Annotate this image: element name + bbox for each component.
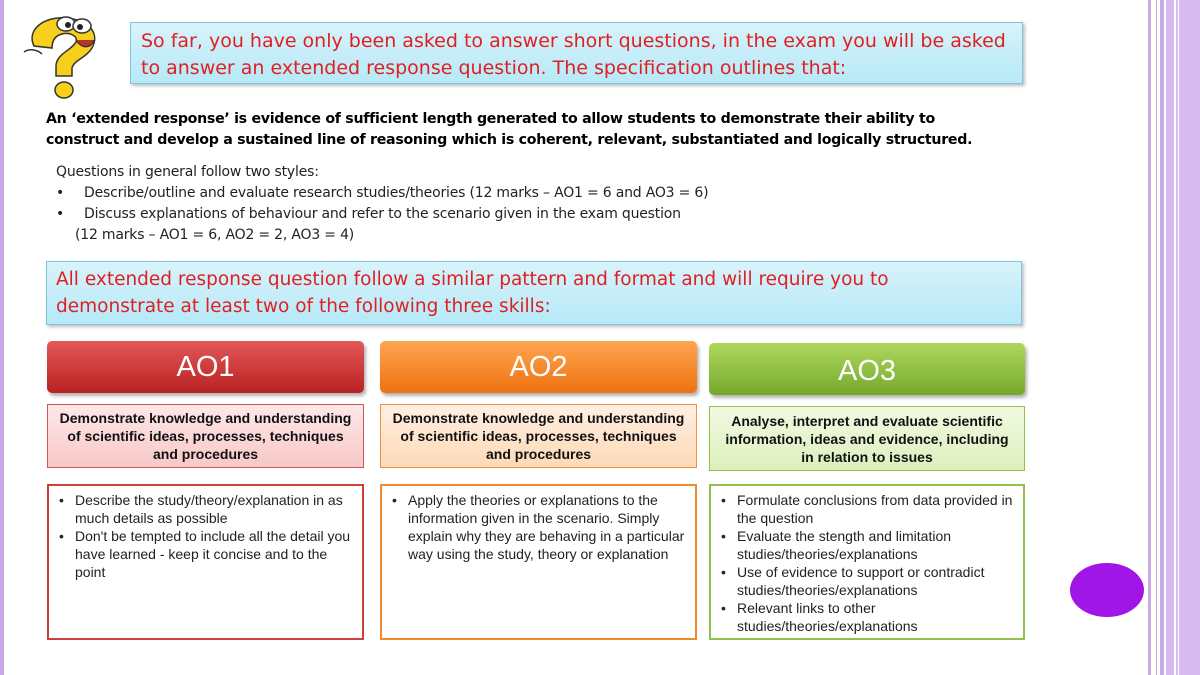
ao2-point: • Apply the theories or explanations to the information given in the scenario. Simply explain why they are behaving in a particular way using the study, theory or explanation	[392, 491, 687, 563]
right-deco-stripe	[1178, 0, 1179, 675]
pattern-text: All extended response question follow a similar pattern and format and will require you to demonstrate at least two of the following three skills:	[56, 269, 889, 317]
ao3-point: • Use of evidence to support or contradict studies/theories/explanations	[721, 563, 1015, 599]
style-item-continuation: (12 marks – AO1 = 6, AO2 = 2, AO3 = 4)	[75, 227, 355, 243]
right-deco-stripe	[1160, 0, 1164, 675]
style-item-text: Describe/outline and evaluate research studies/theories (12 marks – AO1 = 6 and AO3 = 6)	[84, 185, 709, 201]
ao3-point: • Relevant links to other studies/theories/explanations	[721, 599, 1015, 635]
question-mark-face-icon	[16, 10, 116, 100]
style-item	[56, 204, 956, 225]
question-styles	[56, 162, 956, 246]
right-deco-stripe	[1156, 0, 1157, 675]
ao1-point: • Don't be tempted to include all the detail you have learned - keep it concise and to the point	[59, 527, 354, 581]
intro-callout	[130, 22, 1023, 84]
ao3-description-text: Analyse, interpret and evaluate scientific information, ideas and evidence, including in relation to issues	[725, 412, 1009, 465]
ao3-description	[709, 406, 1025, 471]
ao1-description-text: Demonstrate knowledge and understanding of scientific ideas, processes, techniques and procedures	[59, 410, 352, 462]
styles-heading: Questions in general follow two styles:	[56, 164, 319, 180]
style-item-text: Discuss explanations of behaviour and refer to the scenario given in the exam question	[84, 206, 681, 222]
right-deco-stripe	[1148, 0, 1151, 675]
ao1-details	[47, 484, 364, 640]
left-border-stripe	[0, 0, 4, 675]
bullet: •	[56, 206, 65, 222]
ao2-description-text: Demonstrate knowledge and understanding of scientific ideas, processes, techniques and procedures	[392, 410, 685, 462]
extended-response-definition: An ‘extended response’ is evidence of sufficient length generated to allow students to demonstrate their ability to construct and develop a sustained line of reasoning which is coherent, relevant, substantiated and logically structured.	[46, 111, 973, 148]
intro-text: So far, you have only been asked to answer short questions, in the exam you will be asked to answer an extended response question. The specification outlines that:	[141, 30, 1006, 79]
ao2-details	[380, 484, 697, 640]
ao2-description	[380, 404, 697, 468]
ao2-header: AO2	[380, 341, 697, 393]
style-item	[56, 183, 956, 204]
purple-oval-shape	[1070, 563, 1144, 617]
ao1-description	[47, 404, 364, 468]
ao1-point: • Describe the study/theory/explanation in as much details as possible	[59, 491, 354, 527]
right-deco-stripe	[1166, 0, 1200, 675]
ao3-point: • Formulate conclusions from data provided in the question	[721, 491, 1015, 527]
bullet: •	[56, 185, 65, 201]
ao3-details	[709, 484, 1025, 640]
pattern-callout	[46, 261, 1022, 325]
ao1-header: AO1	[47, 341, 364, 393]
right-deco-stripe	[1174, 0, 1176, 675]
ao3-point: • Evaluate the stength and limitation studies/theories/explanations	[721, 527, 1015, 563]
ao3-header: AO3	[709, 343, 1025, 395]
